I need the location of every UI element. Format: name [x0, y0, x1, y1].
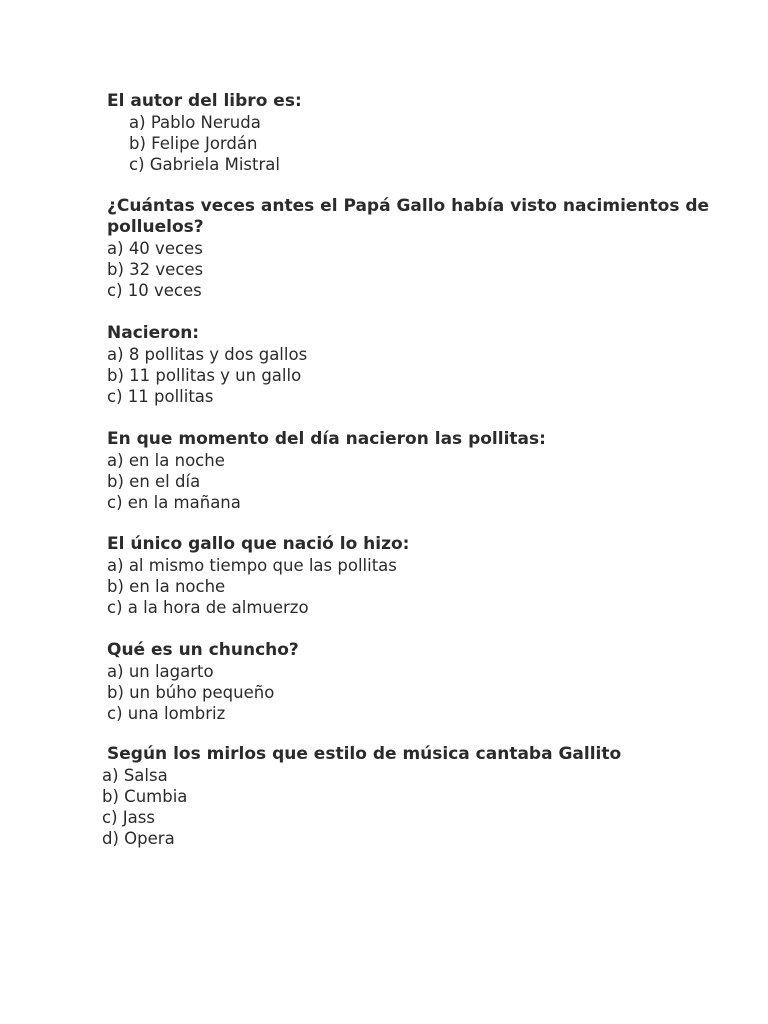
question-title: ¿Cuántas veces antes el Papá Gallo había visto nacimientos de polluelos?: [107, 196, 710, 237]
option-text: un búho pequeño: [129, 683, 275, 702]
option-text: Opera: [124, 829, 175, 848]
question-title: En que momento del día nacieron las pollitas:: [107, 429, 546, 449]
option-letter: c): [107, 598, 123, 617]
option-text: un lagarto: [128, 662, 214, 681]
option-letter: b): [107, 577, 124, 596]
option-text: a la hora de almuerzo: [127, 598, 309, 617]
option-list: [107, 238, 727, 301]
option-text: en el día: [129, 472, 201, 491]
option-item: [107, 259, 727, 280]
option-text: en la noche: [129, 577, 226, 596]
option-item: [107, 471, 727, 492]
option-letter: c): [107, 493, 123, 512]
option-item: [107, 682, 727, 703]
question-title: El autor del libro es:: [107, 91, 302, 111]
option-text: al mismo tiempo que las pollitas: [128, 556, 397, 575]
option-text: 11 pollitas y un gallo: [129, 366, 302, 385]
question-title: Qué es un chuncho?: [107, 640, 299, 660]
option-letter: c): [107, 387, 123, 406]
option-item: [107, 555, 727, 576]
question-2: [107, 196, 727, 301]
option-text: 40 veces: [128, 239, 203, 258]
option-list: [107, 344, 727, 407]
option-item: [107, 386, 727, 407]
option-item: [129, 133, 727, 154]
option-letter: b): [107, 683, 124, 702]
option-list: [107, 450, 727, 513]
question-5: [107, 534, 727, 618]
option-letter: b): [107, 260, 124, 279]
option-text: 10 veces: [127, 281, 202, 300]
option-text: Pablo Neruda: [150, 113, 261, 132]
option-text: Cumbia: [124, 787, 188, 806]
option-item: [107, 597, 727, 618]
option-item: [102, 765, 727, 786]
option-letter: a): [107, 662, 124, 681]
option-letter: a): [102, 766, 119, 785]
question-4: [107, 429, 727, 513]
option-item: [107, 280, 727, 301]
question-title: Nacieron:: [107, 323, 200, 343]
option-item: [107, 238, 727, 259]
option-item: [107, 576, 727, 597]
option-letter: b): [107, 472, 124, 491]
question-title: Según los mirlos que estilo de música cantaba Gallito: [107, 744, 622, 764]
option-letter: a): [107, 556, 124, 575]
option-text: 11 pollitas: [127, 387, 214, 406]
option-text: en la mañana: [127, 493, 241, 512]
option-text: Jass: [122, 808, 155, 827]
option-list: [107, 661, 727, 724]
option-letter: b): [102, 787, 119, 806]
option-letter: a): [107, 345, 124, 364]
option-letter: c): [102, 808, 118, 827]
question-3: [107, 323, 727, 407]
option-text: Gabriela Mistral: [149, 155, 280, 174]
option-item: [102, 828, 727, 849]
option-letter: b): [107, 366, 124, 385]
option-letter: c): [129, 155, 145, 174]
option-text: una lombriz: [127, 704, 226, 723]
option-list: [107, 112, 727, 175]
option-letter: c): [107, 281, 123, 300]
question-6: [107, 640, 727, 724]
option-item: [129, 112, 727, 133]
option-item: [107, 365, 727, 386]
option-item: [107, 661, 727, 682]
option-item: [107, 492, 727, 513]
option-item: [129, 154, 727, 175]
option-list: [107, 555, 727, 618]
option-item: [107, 450, 727, 471]
question-1: [107, 91, 727, 175]
option-letter: a): [107, 239, 124, 258]
option-text: Felipe Jordán: [151, 134, 258, 153]
question-title: El único gallo que nació lo hizo:: [107, 534, 410, 554]
option-text: 8 pollitas y dos gallos: [128, 345, 308, 364]
option-letter: a): [129, 113, 146, 132]
option-item: [107, 703, 727, 724]
option-letter: d): [102, 829, 119, 848]
question-7: [102, 744, 727, 849]
option-letter: a): [107, 451, 124, 470]
option-item: [102, 807, 727, 828]
option-list: [102, 765, 727, 849]
option-item: [107, 344, 727, 365]
option-letter: c): [107, 704, 123, 723]
option-text: Salsa: [123, 766, 168, 785]
option-text: 32 veces: [129, 260, 204, 279]
option-item: [102, 786, 727, 807]
option-text: en la noche: [128, 451, 225, 470]
option-letter: b): [129, 134, 146, 153]
